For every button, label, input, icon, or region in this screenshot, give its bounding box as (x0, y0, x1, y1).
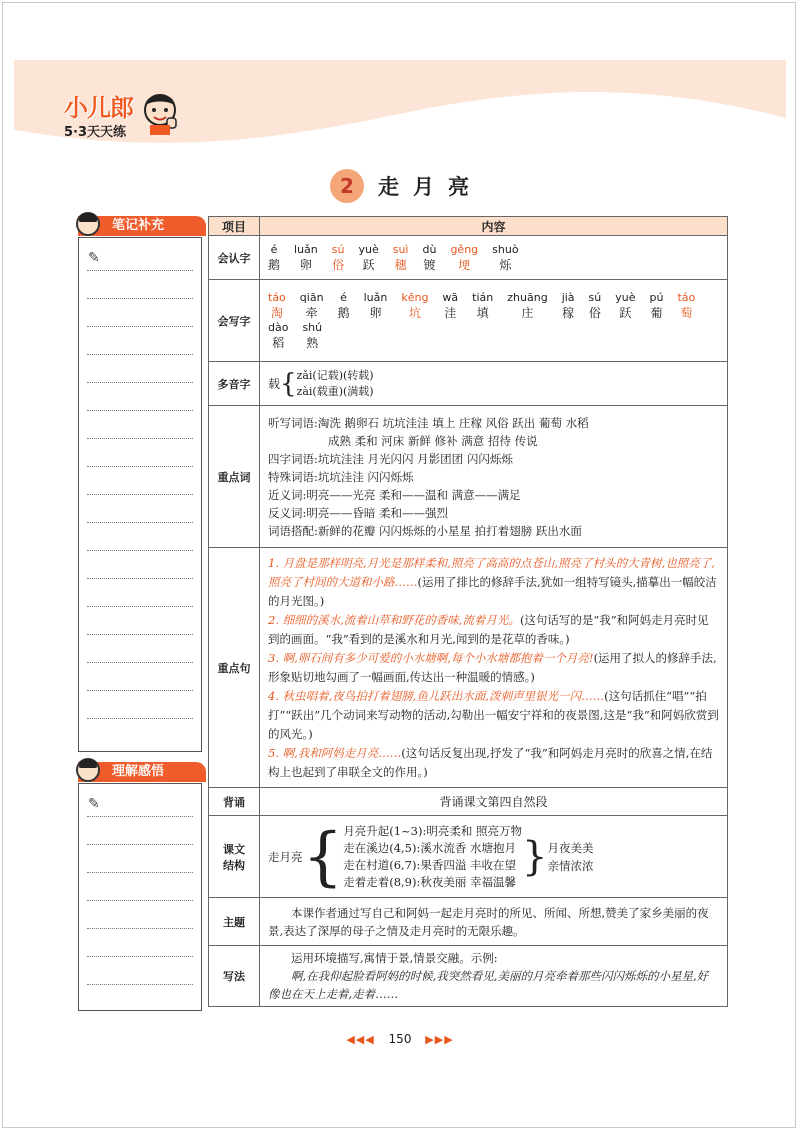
hanzi: 卵 (299, 257, 312, 272)
polyphone-content (260, 362, 728, 406)
row-label: 重点句 (209, 548, 260, 788)
understanding-box[interactable] (78, 783, 202, 1011)
sentence-2-note: (这句话写的是“我”和阿妈走月亮时见到的画面。“我”看到的是溪水和月光,闻到的是花草的香味。) (268, 612, 709, 646)
row-label: 写法 (209, 946, 260, 1007)
char-cell (338, 291, 350, 321)
pinyin: tián (472, 290, 494, 304)
notes-face-icon (76, 212, 100, 236)
prev-arrows-icon: ◀◀◀ (346, 1033, 375, 1046)
hanzi: 卵 (369, 305, 382, 320)
row-label: 背诵 (209, 788, 260, 816)
pinyin: dào (268, 320, 289, 334)
structure-summary-1: 月夜美美 (547, 840, 594, 855)
hanzi: 葡 (650, 305, 663, 320)
char-cell (442, 291, 458, 321)
row-label (209, 816, 260, 898)
synonyms: 近义词:明亮——光亮 柔和——温和 满意——满足 (268, 487, 521, 502)
char-cell (300, 291, 324, 321)
char-cell (268, 243, 280, 273)
char-cell (562, 291, 575, 321)
row-label: 重点词 (209, 406, 260, 548)
structure-label-1: 课文 (223, 842, 245, 856)
brace-close-icon: } (522, 833, 548, 880)
row-key-words (209, 406, 728, 548)
structure-label-2: 结构 (223, 858, 245, 872)
structure-branch: 走在村道(6,7):果香四溢 丰收在望 (343, 857, 517, 872)
hanzi: 跃 (619, 305, 632, 320)
pinyin: pú (649, 290, 664, 304)
collocations: 词语搭配:新鲜的花瓣 闪闪烁烁的小星星 拍打着翅膀 跃出水面 (268, 523, 582, 538)
hanzi: 庄 (521, 305, 534, 320)
char-cell (268, 291, 286, 321)
row-label: 会写字 (209, 280, 260, 362)
row-recite (209, 788, 728, 816)
hanzi: 埂 (458, 257, 471, 272)
header-item: 项目 (209, 217, 260, 236)
pinyin: é (340, 290, 347, 304)
hanzi: 稻 (272, 335, 285, 350)
pinyin: dù (422, 242, 437, 256)
row-label: 主题 (209, 898, 260, 946)
antonyms: 反义词:明亮——昏暗 柔和——强烈 (268, 505, 449, 520)
special-words: 特殊词语:坑坑洼洼 闪闪烁烁 (268, 469, 414, 484)
hanzi: 烁 (499, 257, 512, 272)
char-cell (492, 243, 518, 273)
sentence-5-quote: 5. 啊,我和阿妈走月亮…… (268, 745, 402, 760)
theme-text (260, 898, 728, 946)
char-cell (268, 321, 288, 351)
hanzi: 稼 (562, 305, 575, 320)
pinyin: táo (677, 290, 696, 304)
char-cell (472, 291, 493, 321)
hanzi: 填 (476, 305, 489, 320)
row-label: 会认字 (209, 236, 260, 280)
lesson-number: 2 (330, 169, 364, 203)
recite-text: 背诵课文第四自然段 (260, 788, 728, 816)
char-cell (294, 243, 318, 273)
row-recognize (209, 236, 728, 280)
key-sentences-content (260, 548, 728, 788)
hanzi: 牵 (305, 305, 318, 320)
char-cell (422, 243, 436, 273)
pinyin: sú (588, 290, 602, 304)
char-cell (677, 291, 695, 321)
pinyin: sú (331, 242, 345, 256)
char-cell (615, 291, 635, 321)
pinyin: yuè (358, 242, 379, 256)
brand-logo (64, 88, 133, 140)
pinyin: suì (392, 242, 409, 256)
key-words-content (260, 406, 728, 548)
writing-example: 啊,在我仰起脸看阿妈的时候,我突然看见,美丽的月亮牵着那些闪闪烁烁的小星星,好像也在天上走着,走着…… (268, 969, 709, 1001)
structure-summary-2: 亲情浓浓 (547, 858, 594, 873)
table-header-row (209, 217, 728, 236)
dictation-prefix: 听写词语: (268, 415, 318, 430)
hanzi: 萄 (680, 305, 693, 320)
pinyin: qiān (299, 290, 324, 304)
pinyin: táo (268, 290, 286, 304)
char-cell (364, 291, 388, 321)
pinyin: kēng (401, 290, 429, 304)
notes-header: 笔记补充 (78, 216, 206, 236)
recognize-chars (260, 236, 728, 280)
hanzi: 穗 (394, 257, 407, 272)
structure-branch: 走着走着(8,9):秋夜美丽 幸福温馨 (343, 874, 517, 889)
hanzi: 鹅 (268, 257, 281, 272)
structure-content (260, 816, 728, 898)
hanzi: 鹅 (337, 305, 350, 320)
pinyin: luǎn (294, 242, 318, 256)
understanding-header: 理解感悟 (78, 762, 206, 782)
page-number: 150 (388, 1032, 412, 1046)
theme-text-body: 本课作者通过写自己和阿妈一起走月亮时的所见、所闻、所想,赞美了家乡美丽的夜景,表达了深厚的母子之情及走月亮时的无限乐趣。 (268, 905, 709, 938)
char-cell (302, 321, 322, 351)
sentence-3-note: (运用了拟人的修辞手法,形象贴切地勾画了一幅画面,传达出一种温暖的情感。) (268, 650, 717, 684)
row-writing (209, 946, 728, 1007)
pinyin: wā (442, 290, 459, 304)
row-write (209, 280, 728, 362)
hanzi: 镀 (423, 257, 436, 272)
hanzi: 俗 (588, 305, 601, 320)
four-char-words: 四字词语:坑坑洼洼 月光闪闪 月影团团 闪闪烁烁 (268, 451, 513, 466)
write-chars (260, 280, 728, 362)
structure-branch: 月亮升起(1~3):明亮柔和 照亮万物 (343, 823, 522, 838)
char-cell (393, 243, 409, 273)
row-polyphone (209, 362, 728, 406)
sentence-4-note: (这句话抓住“唱”“拍打”“跃出”几个动词来写动物的活动,勾勒出一幅安宁祥和的夜景图,这是“我”和阿妈欣赏到的风光。) (268, 688, 719, 741)
lesson-title-text: 走月亮 (378, 175, 483, 199)
row-structure (209, 816, 728, 898)
lesson-title (330, 168, 483, 204)
hanzi: 洼 (444, 305, 457, 320)
notes-box[interactable] (78, 237, 202, 752)
pinyin: luǎn (363, 290, 388, 304)
row-theme (209, 898, 728, 946)
polyphone-char: 载 (268, 376, 281, 391)
pinyin: é (270, 242, 278, 256)
row-label: 多音字 (209, 362, 260, 406)
char-cell (650, 291, 664, 321)
structure-branch: 走在溪边(4,5):溪水流香 水塘抱月 (343, 840, 517, 855)
mascot-boy-icon (140, 88, 180, 136)
sentence-1-note: (运用了排比的修辞手法,犹如一组特写镜头,描摹出一幅皎洁的月光图。) (268, 574, 717, 608)
sentence-2-quote: 2. 细细的溪水,流着山草和野花的香味,流着月光。 (268, 612, 520, 627)
structure-root: 走月亮 (268, 849, 303, 864)
understanding-face-icon (76, 758, 100, 782)
pinyin: shuò (492, 242, 519, 256)
pinyin: jià (561, 290, 575, 304)
char-cell (401, 291, 428, 321)
char-cell (589, 291, 602, 321)
brace-icon: { (280, 368, 297, 399)
char-cell (332, 243, 345, 273)
brace-icon: { (302, 819, 344, 894)
content-table (208, 216, 728, 1007)
sentence-4-quote: 4. 秋虫唱着,夜鸟拍打着翅膀,鱼儿跃出水面,泼刺声里银光一闪…… (268, 688, 605, 703)
polyphone-reading-2: zài(载重)(满载) (296, 384, 374, 398)
hanzi: 坑 (408, 305, 421, 320)
pinyin: yuè (615, 290, 636, 304)
dictation-line-1: 淘洗 鹅卵石 坑坑洼洼 填上 庄稼 风俗 跃出 葡萄 水稻 (317, 415, 589, 430)
brand-name: 小儿郎 (64, 94, 133, 122)
char-cell (450, 243, 478, 273)
header-content: 内容 (260, 217, 728, 236)
brand-series: 5·3天天练 (64, 125, 127, 140)
writing-content (260, 946, 728, 1007)
hanzi: 淘 (270, 305, 283, 320)
dictation-line-2: 成熟 柔和 河床 新鲜 修补 满意 招待 传说 (328, 433, 538, 448)
pinyin: shú (302, 320, 323, 334)
pencil-icon: ✎ (88, 796, 100, 812)
sentence-1-quote: 1. 月盘是那样明亮,月光是那样柔和,照亮了高高的点苍山,照亮了村头的大青树,也照亮了,照亮了村间的大道和小路…… (268, 555, 715, 589)
page-number-bar (0, 1032, 800, 1046)
pencil-icon: ✎ (88, 250, 100, 266)
pinyin: gěng (450, 242, 479, 256)
row-key-sentences (209, 548, 728, 788)
sentence-5-note: (这句话反复出现,抒发了“我”和阿妈走月亮时的欣喜之情,在结构上也起到了串联全文的作用。) (268, 745, 713, 779)
hanzi: 跃 (362, 257, 375, 272)
char-cell (507, 291, 547, 321)
polyphone-reading-1: zǎi(记载)(转载) (296, 368, 374, 382)
next-arrows-icon: ▶▶▶ (425, 1033, 454, 1046)
pinyin: zhuāng (507, 290, 548, 304)
hanzi: 熟 (306, 335, 319, 350)
hanzi: 俗 (332, 257, 345, 272)
char-cell (358, 243, 378, 273)
sentence-3-quote: 3. 啊,卵石间有多少可爱的小水塘啊,每个小水塘都抱着一个月亮! (268, 650, 594, 665)
writing-method: 运用环境描写,寓情于景,情景交融。示例: (291, 951, 498, 965)
